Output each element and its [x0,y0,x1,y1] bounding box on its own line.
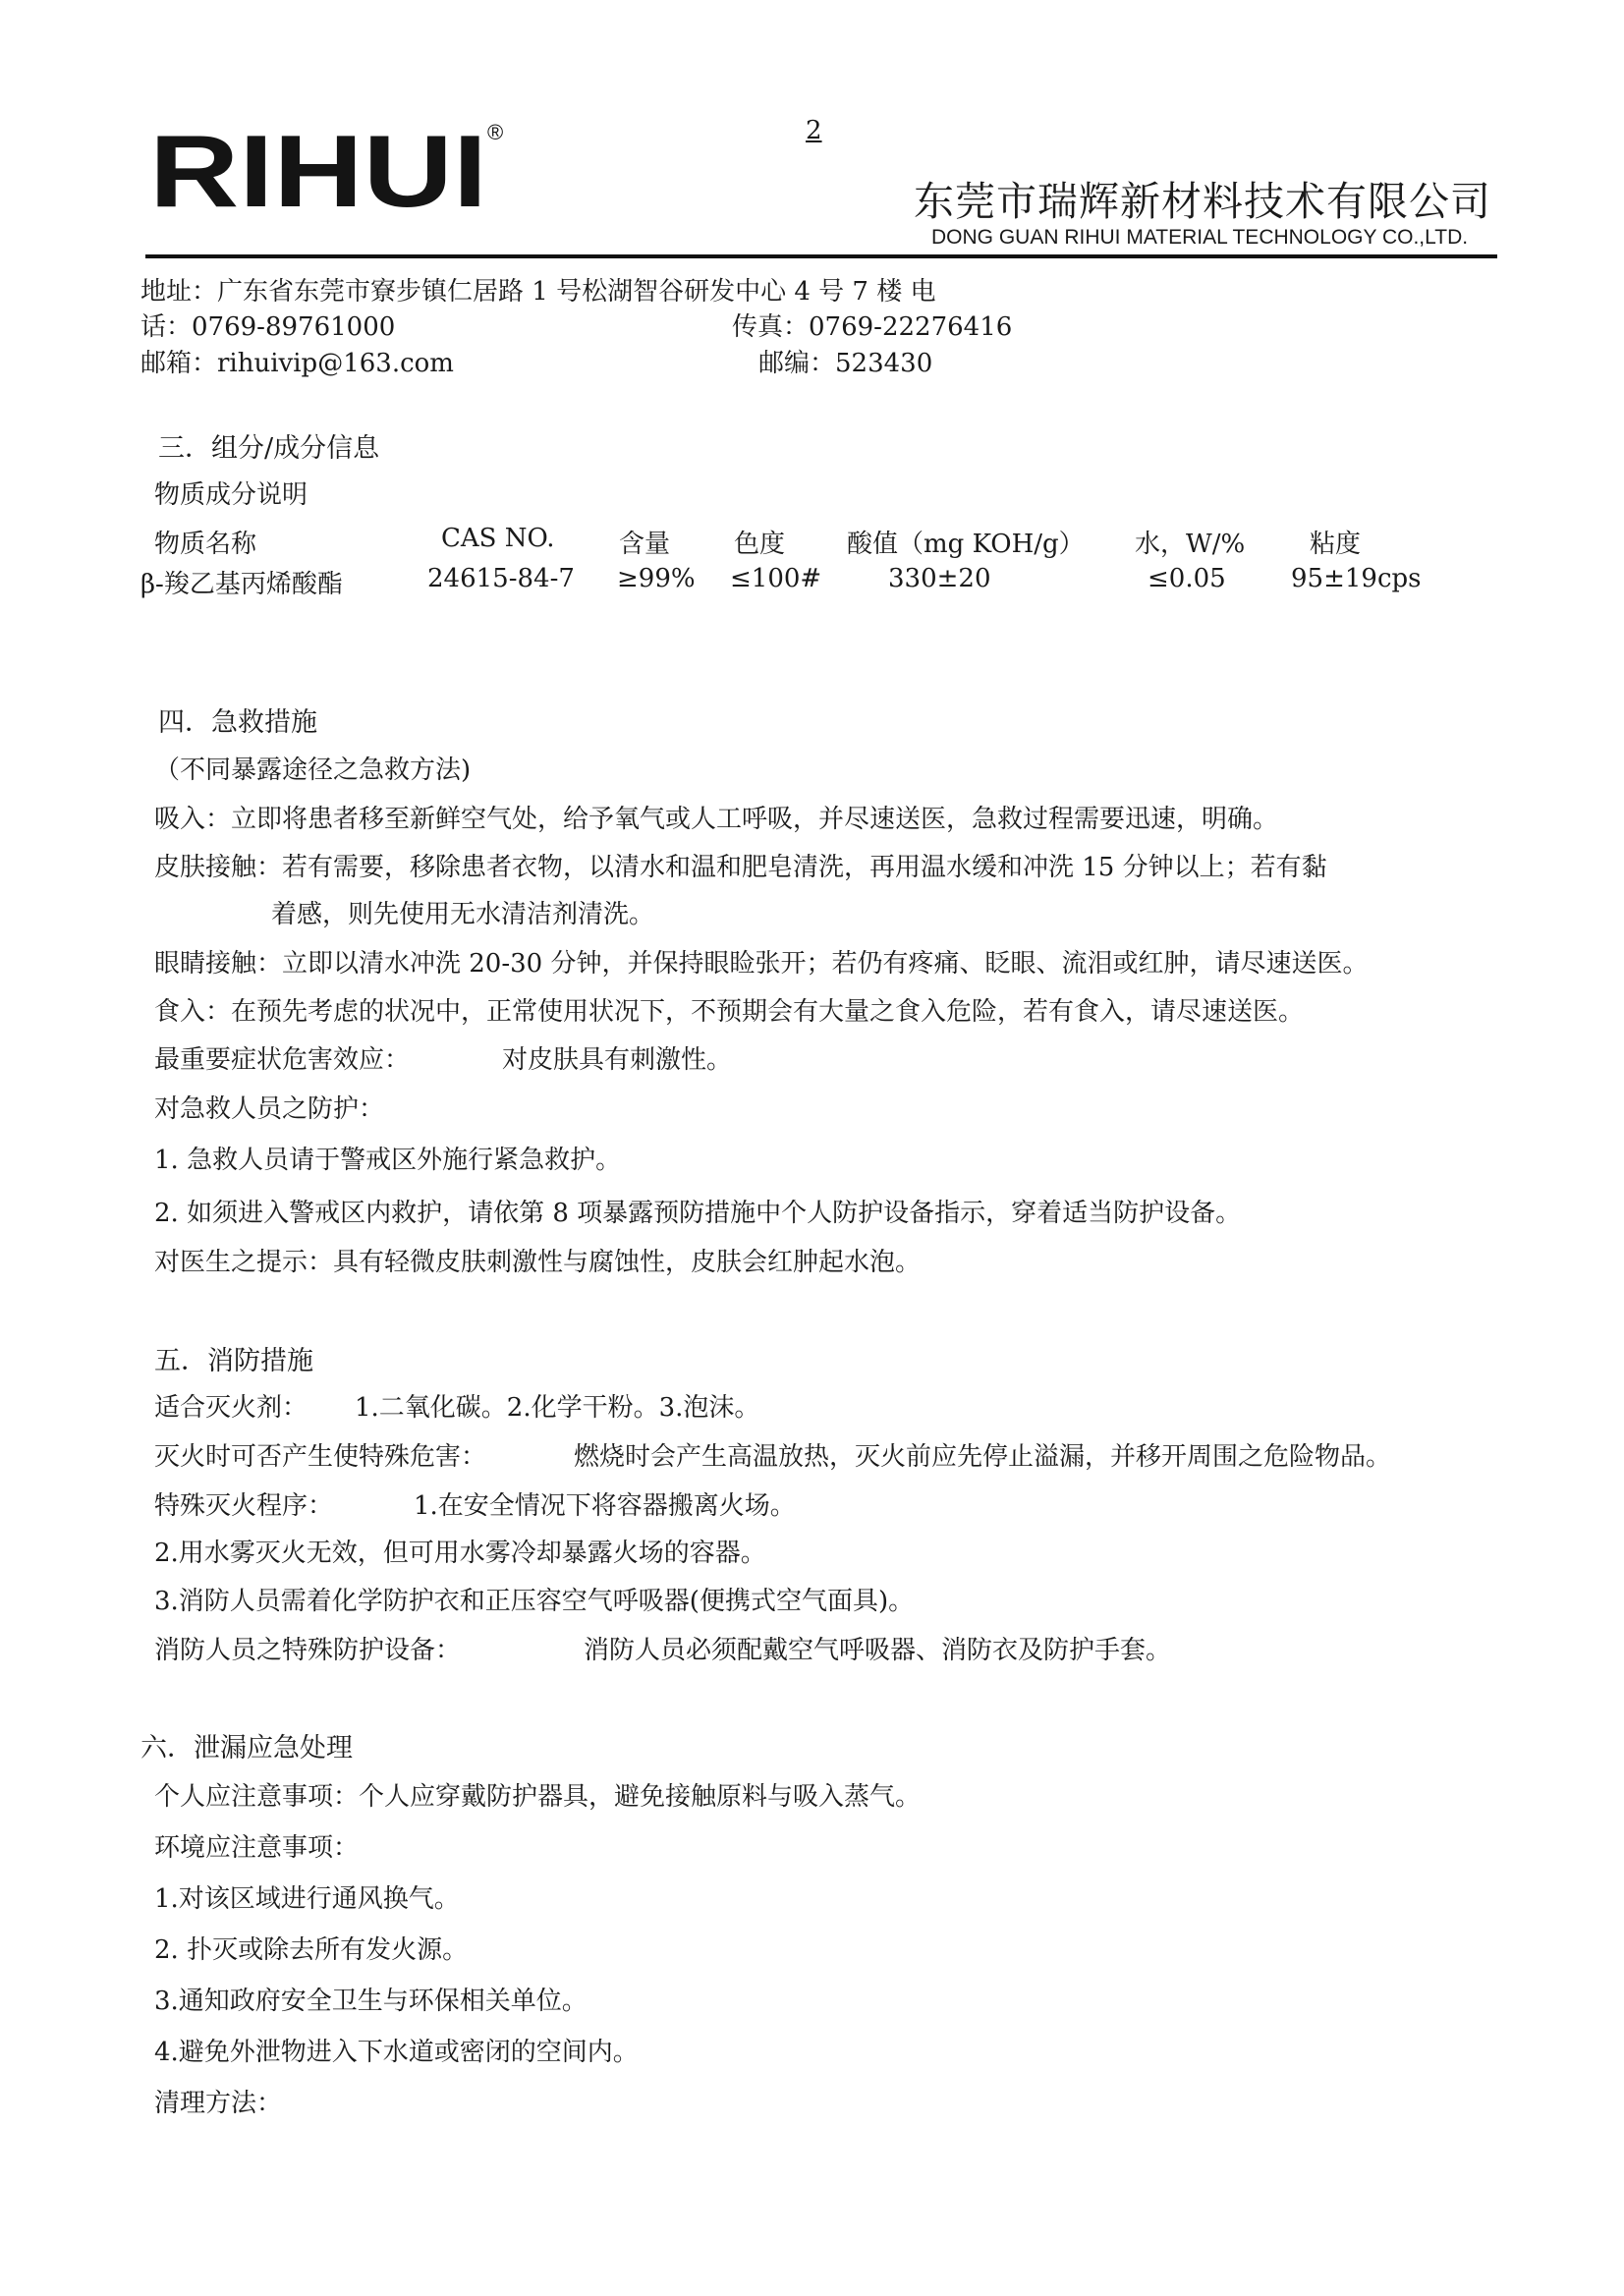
section-5-line: 2.用水雾灭火无效，但可用水雾冷却暴露火场的容器。 [154,1539,766,1568]
section-4-line: 着感，则先使用无水清洁剂清洗。 [271,900,655,929]
table-cell-cas: 24615-84-7 [427,564,575,593]
table-cell-water: ≤0.05 [1148,564,1226,593]
contact-email: 邮箱：rihuivip@163.com [140,349,454,378]
table-cell-viscosity: 95±19cps [1291,564,1422,593]
section-6-title: 六．泄漏应急处理 [140,1733,353,1764]
section-5-line: 燃烧时会产生高温放热，灭火前应先停止溢漏，并移开周围之危险物品。 [574,1442,1392,1472]
table-header-cas: CAS NO. [441,524,555,553]
table-cell-acid-value: 330±20 [888,564,991,593]
company-name-cn: 东莞市瑞辉新材料技术有限公司 [914,178,1491,225]
section-5-title: 五．消防措施 [154,1346,313,1376]
section-6-line: 4.避免外泄物进入下水道或密闭的空间内。 [154,2038,639,2067]
section-4-line: 皮肤接触：若有需要，移除患者衣物，以清水和温和肥皂清洗，再用温水缓和冲洗 15 分钟以上；若有黏 [154,853,1327,882]
section-4-line: 对皮肤具有刺激性。 [502,1045,733,1075]
table-header-viscosity: 粘度 [1310,530,1362,559]
table-header-water: 水，W/% [1135,530,1246,559]
section-6-line: 2. 扑灭或除去所有发火源。 [154,1935,469,1965]
section-4-title: 四．急救措施 [158,707,317,738]
section-5-line: 1.二氧化碳。2.化学干粉。3.泡沫。 [355,1393,760,1423]
table-cell-content: ≥99% [617,564,696,593]
section-5-line: 1.在安全情况下将容器搬离火场。 [414,1491,796,1521]
section-6-line: 清理方法： [154,2089,283,2118]
contact-postcode: 邮编：523430 [758,349,933,378]
section-4-line: 眼睛接触：立即以清水冲洗 20-30 分钟，并保持眼睑张开；若仍有疼痛、眨眼、流泪或红肿，请尽速送医。 [154,949,1369,979]
table-header-color: 色度 [734,530,786,559]
section-4-line: 对急救人员之防护： [154,1094,385,1124]
registered-mark: ® [487,120,504,144]
section-4-line: 对医生之提示：具有轻微皮肤刺激性与腐蚀性，皮肤会红肿起水泡。 [154,1248,922,1277]
section-6-line: 1.对该区域进行通风换气。 [154,1884,460,1914]
page-number: 2 [806,116,822,145]
contact-phone: 话：0769-89761000 [140,312,396,342]
section-5-line: 灭火时可否产生使特殊危害： [154,1442,487,1472]
section-6-line: 环境应注意事项： [154,1833,360,1863]
header-divider [145,254,1497,258]
section-5-line: 3.消防人员需着化学防护衣和正压容空气呼吸器(便携式空气面具)。 [154,1587,915,1616]
table-header-name: 物质名称 [154,530,257,559]
section-5-line: 消防人员之特殊防护设备： [154,1636,462,1665]
table-header-acid-value: 酸值（mg KOH/g） [847,530,1085,559]
section-5-line: 特殊灭火程序： [154,1491,334,1521]
section-4-line: 食入：在预先考虑的状况中，正常使用状况下，不预期会有大量之食入危险，若有食入，请尽速送医。 [154,997,1305,1027]
section-5-line: 适合灭火剂： [154,1393,308,1423]
section-5-line: 消防人员必须配戴空气呼吸器、消防衣及防护手套。 [584,1636,1172,1665]
logo-text: RIHUI [149,116,487,214]
table-header-content: 含量 [619,530,671,559]
contact-fax: 传真：0769-22276416 [732,312,1013,342]
table-cell-color: ≤100# [730,564,822,593]
contact-address: 地址：广东省东莞市寮步镇仁居路 1 号松湖智谷研发中心 4 号 7 楼 电 [140,277,936,307]
section-4-line: 2. 如须进入警戒区内救护，请依第 8 项暴露预防措施中个人防护设备指示，穿着适当防护设备。 [154,1199,1242,1228]
section-4-line: 最重要症状危害效应： [154,1045,411,1075]
section-6-line: 个人应注意事项：个人应穿戴防护器具，避免接触原料与吸入蒸气。 [154,1782,922,1812]
company-logo [149,116,523,218]
section-4-line: 吸入：立即将患者移至新鲜空气处，给予氧气或人工呼吸，并尽速送医，急救过程需要迅速，明确。 [154,805,1279,834]
section-6-line: 3.通知政府安全卫生与环保相关单位。 [154,1987,588,2016]
section-3-title: 三．组分/成分信息 [158,433,380,464]
logo-graphic [149,116,523,214]
section-4-line: （不同暴露途径之急救方法) [154,756,472,785]
table-cell-name: β-羧乙基丙烯酸酯 [140,570,343,599]
company-name-en: DONG GUAN RIHUI MATERIAL TECHNOLOGY CO.,LTD. [931,226,1469,249]
section-4-line: 1. 急救人员请于警戒区外施行紧急救护。 [154,1146,622,1175]
section-3-subtitle: 物质成分说明 [154,480,308,510]
